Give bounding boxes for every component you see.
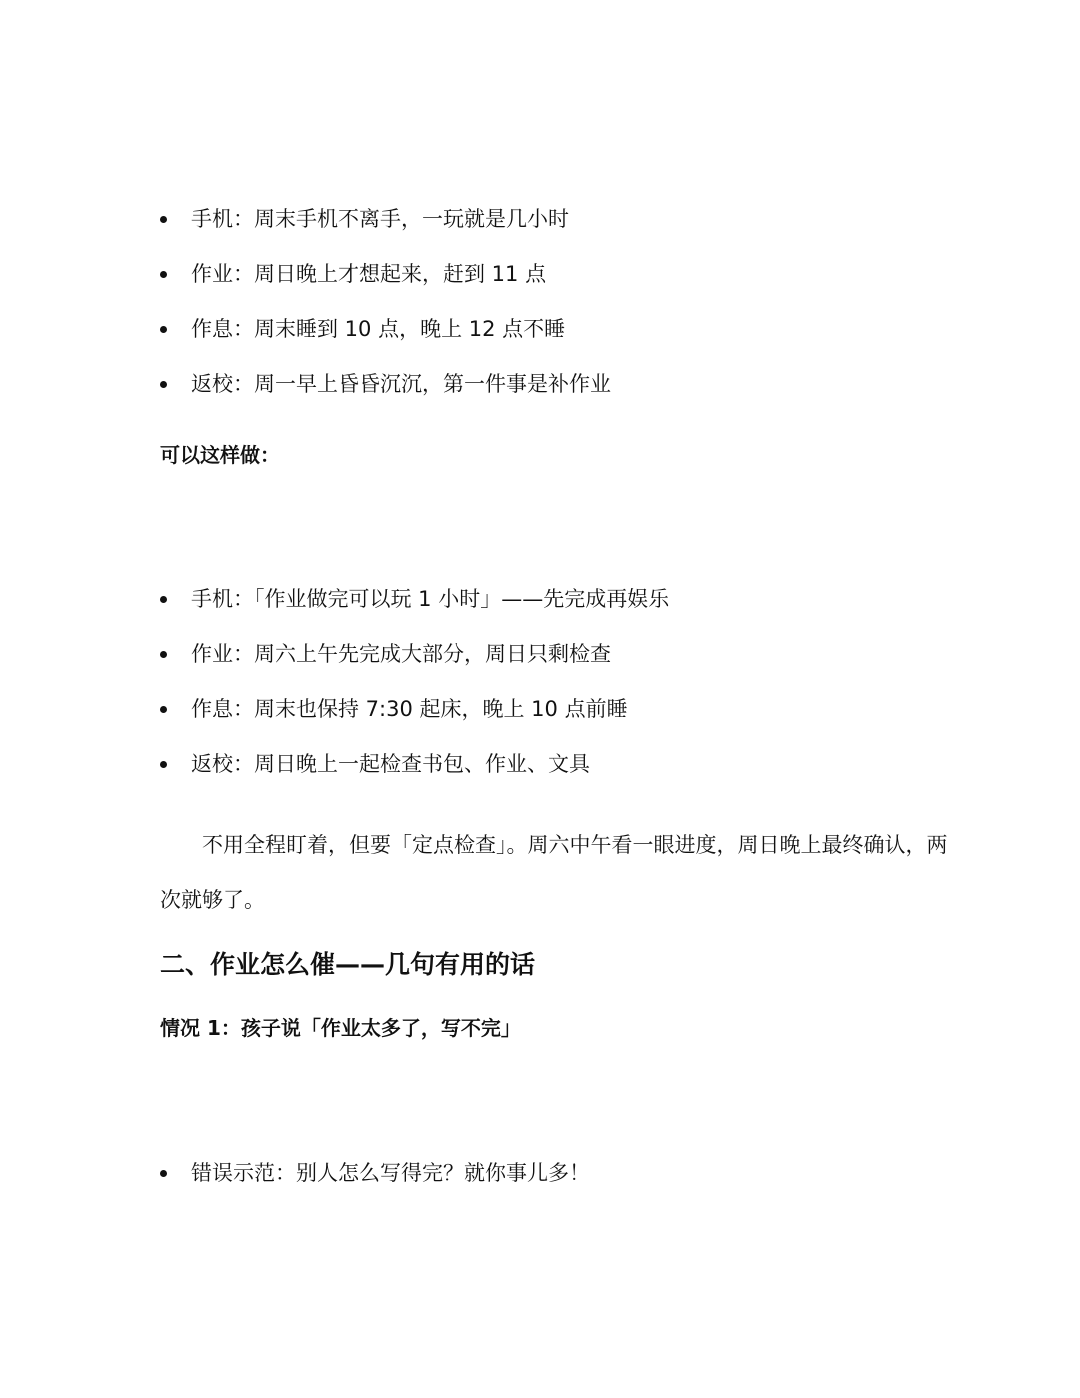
list-item-text: 返校：周日晚上一起检查书包、作业、文具 bbox=[191, 752, 590, 776]
list-item-text: 作业：周日晚上才想起来，赶到 11 点 bbox=[191, 262, 547, 286]
section-title: 二、作业怎么催——几句有用的话 bbox=[160, 950, 536, 979]
list-item bbox=[160, 204, 1000, 259]
list-item bbox=[160, 694, 1000, 749]
list-item bbox=[160, 259, 1000, 314]
list-item bbox=[160, 584, 1000, 639]
list-item-text: 错误示范：别人怎么写得完？就你事儿多！ bbox=[191, 1161, 590, 1185]
list-item-text: 手机：「作业做完可以玩 1 小时」——先完成再娱乐 bbox=[191, 587, 670, 611]
case-heading: 情况 1：孩子说「作业太多了，写不完」 bbox=[160, 1016, 521, 1040]
list-item bbox=[160, 369, 1000, 424]
body-paragraph: 不用全程盯着，但要「定点检查」。周六中午看一眼进度，周日晚上最终确认，两次就够了。 bbox=[160, 833, 948, 912]
list-item-text: 作息：周末睡到 10 点，晚上 12 点不睡 bbox=[191, 317, 566, 341]
bullet-icon bbox=[160, 381, 167, 388]
list-item bbox=[160, 639, 1000, 694]
list-item-text: 手机：周末手机不离手，一玩就是几小时 bbox=[191, 207, 569, 231]
list-item-text: 作业：周六上午先完成大部分，周日只剩检查 bbox=[191, 642, 611, 666]
bullet-icon bbox=[160, 651, 167, 658]
bullet-icon bbox=[160, 596, 167, 603]
list-item bbox=[160, 749, 1000, 804]
bullet-icon bbox=[160, 326, 167, 333]
do-this-heading: 可以这样做： bbox=[160, 443, 280, 467]
bullet-icon bbox=[160, 761, 167, 768]
bullet-icon bbox=[160, 706, 167, 713]
list-item bbox=[160, 314, 1000, 369]
list-item-text: 返校：周一早上昏昏沉沉，第一件事是补作业 bbox=[191, 372, 611, 396]
problem-list bbox=[160, 204, 1000, 424]
bullet-icon bbox=[160, 1170, 167, 1177]
list-item-text: 作息：周末也保持 7:30 起床，晚上 10 点前睡 bbox=[191, 697, 628, 721]
case-list bbox=[160, 1158, 1000, 1213]
list-item bbox=[160, 1158, 1000, 1213]
solution-list bbox=[160, 584, 1000, 804]
bullet-icon bbox=[160, 216, 167, 223]
bullet-icon bbox=[160, 271, 167, 278]
